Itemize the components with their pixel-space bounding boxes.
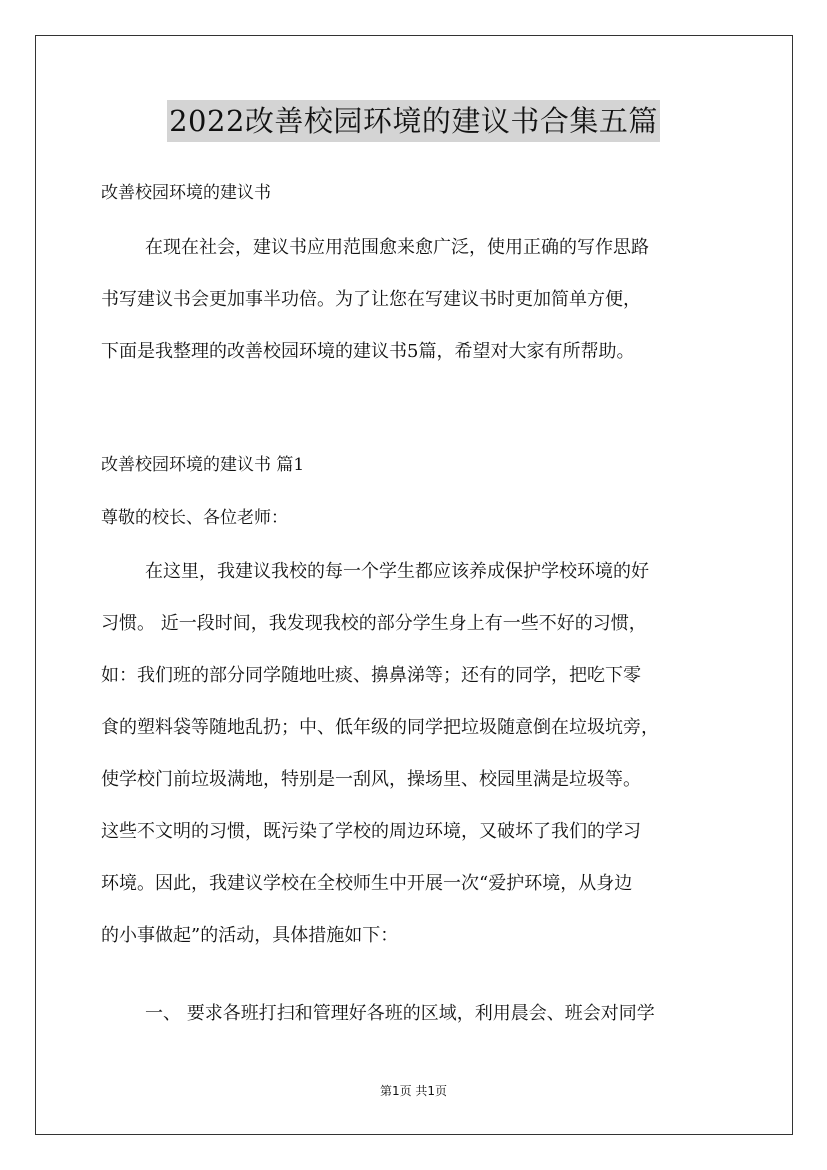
salutation: 尊敬的校长、各位老师： — [101, 508, 288, 528]
body-line: 如：我们班的部分同学随地吐痰、擤鼻涕等；还有的同学，把吃下零 — [101, 665, 641, 686]
page-footer: 第1页 共1页 — [379, 1084, 448, 1098]
document-subtitle: 改善校园环境的建议书 — [101, 183, 271, 203]
intro-line: 在现在社会，建议书应用范围愈来愈广泛，使用正确的写作思路 — [145, 237, 649, 258]
body-line: 在这里，我建议我校的每一个学生都应该养成保护学校环境的好 — [145, 561, 649, 582]
document-title: 2022改善校园环境的建议书合集五篇 — [167, 100, 660, 142]
measure-paragraph — [101, 988, 741, 1040]
section-heading: 改善校园环境的建议书 篇1 — [101, 455, 305, 475]
body-line: 的小事做起”的活动，具体措施如下： — [101, 925, 399, 946]
body-line: 食的塑料袋等随地乱扔；中、低年级的同学把垃圾随意倒在垃圾坑旁， — [101, 717, 659, 738]
body-line: 环境。因此，我建议学校在全校师生中开展一次“爱护环境，从身边 — [101, 873, 633, 894]
body-line: 这些不文明的习惯，既污染了学校的周边环境，又破坏了我们的学习 — [101, 821, 641, 842]
body-line: 习惯。 近一段时间，我发现我校的部分学生身上有一些不好的习惯， — [101, 613, 647, 634]
measure-line: 一、 要求各班打扫和管理好各班的区域，利用晨会、班会对同学 — [145, 1003, 655, 1024]
title-container — [0, 100, 827, 142]
intro-line: 书写建议书会更加事半功倍。为了让您在写建议书时更加简单方便， — [101, 289, 641, 310]
intro-line: 下面是我整理的改善校园环境的建议书5篇，希望对大家有所帮助。 — [101, 341, 635, 362]
body-paragraph — [101, 546, 741, 962]
body-line: 使学校门前垃圾满地，特别是一刮风，操场里、校园里满是垃圾等。 — [101, 769, 641, 790]
intro-paragraph — [101, 222, 741, 378]
